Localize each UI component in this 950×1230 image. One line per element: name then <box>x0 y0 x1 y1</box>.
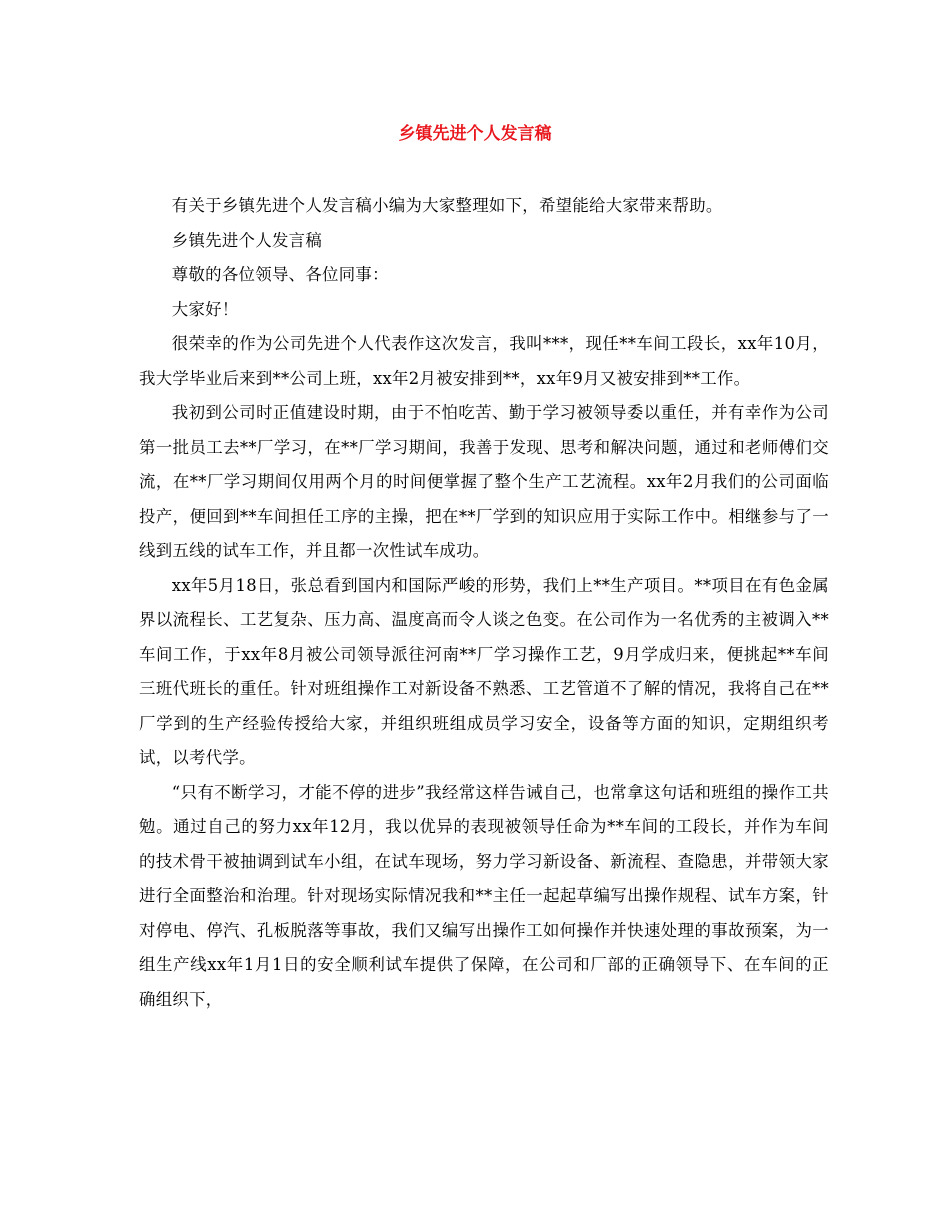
paragraph-salutation: 尊敬的各位领导、各位同事： <box>171 265 389 284</box>
document-body <box>139 189 829 1017</box>
paragraph-greeting: 大家好！ <box>171 299 239 319</box>
paragraph-body: “只有不断学习，才能不停的进步”我经常这样告诫自己，也常拿这句话和班组的操作工共勉。通过自己的努力xx年12月，我以优异的表现被领导任命为**车间的工段长，并作为车间的技术骨干被抽调到试车小组，在试车现场，努力学习新设备、新流程、查隐患，并带领大家进行全面整治和治理。针对现场实际情况我和**主任一起起草编写出操作规程、试车方案，针对停电、停汽、孔板脱落等事故，我们又编写出操作工如何操作并快速处理的事故预案，为一组生产线xx年1月1日的安全顺利试车提供了保障，在公司和厂部的正确领导下、在车间的正确组织下， <box>139 782 829 1009</box>
document-title: 乡镇先进个人发言稿 <box>398 124 552 144</box>
paragraph-body: xx年5月18日，张总看到国内和国际严峻的形势，我们上**生产项目。**项目在有色金属界以流程长、工艺复杂、压力高、温度高而令人谈之色变。在公司作为一名优秀的主被调入**车间工作，于xx年8月被公司领导派往河南**厂学习操作工艺，9月学成归来，便挑起**车间三班代班长的重任。针对班组操作工对新设备不熟悉、工艺管道不了解的情况，我将自己在**厂学到的生产经验传授给大家，并组织班组成员学习安全，设备等方面的知识，定期组织考试，以考代学。 <box>139 575 829 767</box>
paragraph-body: 我初到公司时正值建设时期，由于不怕吃苦、勤于学习被领导委以重任，并有幸作为公司第一批员工去**厂学习，在**厂学习期间，我善于发现、思考和解决问题，通过和老师傅们交流，在**厂学习期间仅用两个月的时间便掌握了整个生产工艺流程。xx年2月我们的公司面临投产，便回到**车间担任工序的主操，把在**厂学到的知识应用于实际工作中。相继参与了一线到五线的试车工作，并且都一次性试车成功。 <box>139 403 829 560</box>
paragraph-subtitle: 乡镇先进个人发言稿 <box>171 230 323 250</box>
paragraph-body: 很荣幸的作为公司先进个人代表作这次发言，我叫***，现任**车间工段长，xx年10月，我大学毕业后来到**公司上班，xx年2月被安排到**，xx年9月又被安排到**工作。 <box>139 334 829 388</box>
paragraph-intro: 有关于乡镇先进个人发言稿小编为大家整理如下，希望能给大家带来帮助。 <box>171 196 723 215</box>
